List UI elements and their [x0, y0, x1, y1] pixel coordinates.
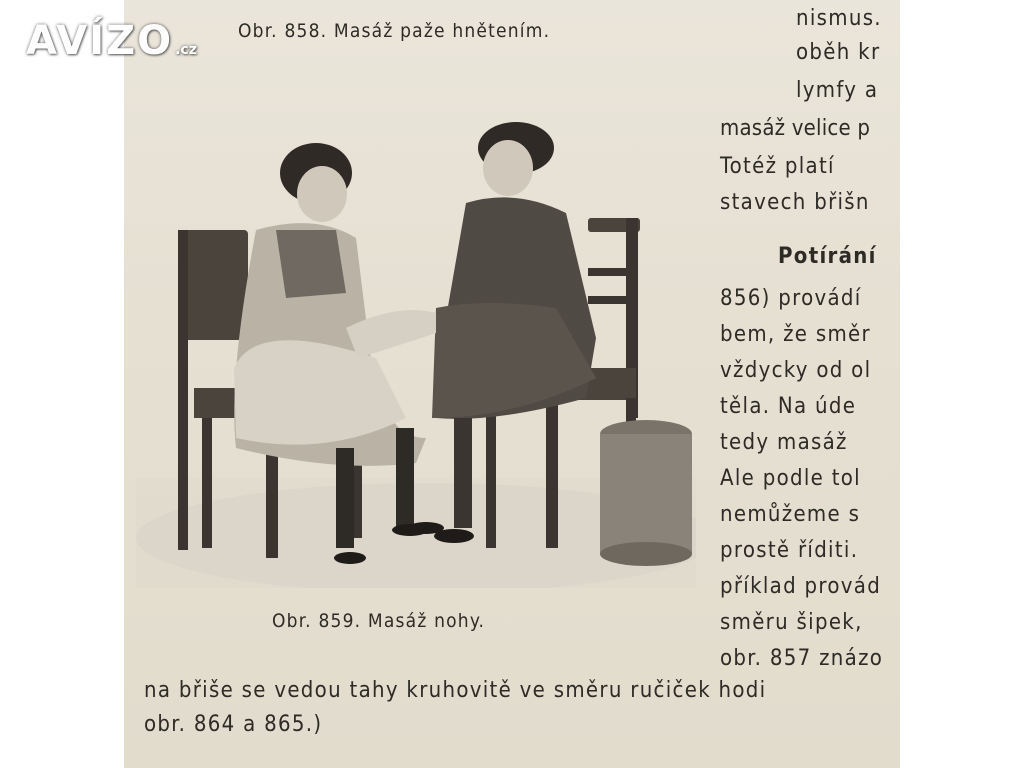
text-line: vždycky od ol [720, 358, 872, 383]
figure-859-caption: Obr. 859. Masáž nohy. [272, 610, 486, 632]
right-text-column [716, 0, 900, 680]
drum-stool [600, 420, 692, 566]
avizo-watermark-logo [26, 18, 197, 64]
book-page [124, 0, 900, 768]
text-line: prostě říditi. [720, 538, 859, 563]
text-line: tedy masáž [720, 430, 848, 455]
watermark-brand: AVÍZO [26, 18, 174, 64]
text-line: stavech břišn [720, 190, 870, 215]
text-line: lymfy a [796, 78, 879, 103]
watermark-tld: .cz [175, 42, 197, 58]
body-text-line: na břiše se vedou tahy kruhovitě ve směru ručiček hodi [144, 678, 767, 703]
text-line: Totéž platí [720, 154, 835, 179]
text-line: směru šipek, [720, 610, 863, 635]
text-line: příklad provád [720, 574, 882, 599]
text-line: oběh kr [796, 40, 881, 65]
text-line: nemůžeme s [720, 502, 861, 527]
text-line: 856) provádí [720, 286, 862, 311]
section-heading: Potírání [778, 244, 877, 269]
text-line: Ale podle tol [720, 466, 861, 491]
figure-859-illustration [136, 118, 696, 588]
text-line: obr. 857 znázo [720, 646, 884, 671]
text-line: těla. Na úde [720, 394, 857, 419]
body-text-line: obr. 864 a 865.) [144, 712, 323, 737]
text-line: nismus. [796, 6, 882, 31]
text-line: bem, že směr [720, 322, 871, 347]
text-line: masáž velice p [720, 116, 871, 141]
figure-858-caption: Obr. 858. Masáž paže hnětením. [238, 20, 551, 42]
